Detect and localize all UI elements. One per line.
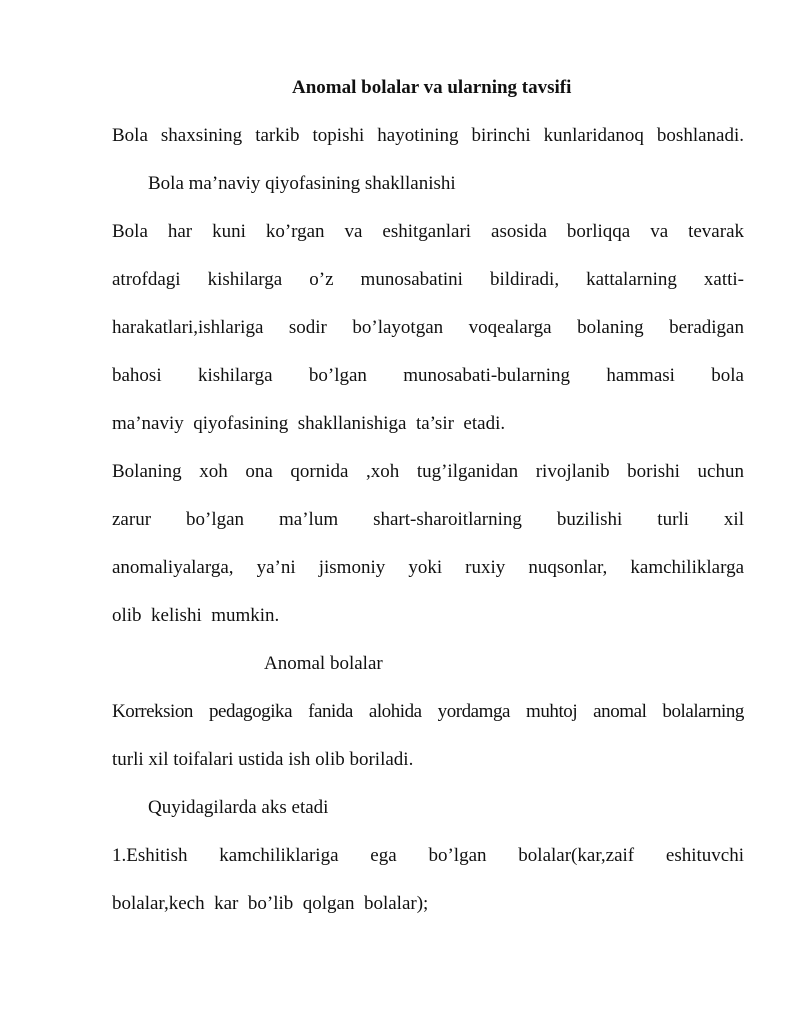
paragraph-line: atrofdagi kishilarga o’z munosabatini bildiradi, kattalarning xatti- xyxy=(112,269,744,290)
paragraph-line: Bola shaxsining tarkib topishi hayotining birinchi kunlaridanoq boshlanadi. xyxy=(112,125,744,146)
paragraph-line: zarur bo’lgan ma’lum shart-sharoitlarning buzilishi turli xil xyxy=(112,509,744,530)
paragraph-line: olib kelishi mumkin. xyxy=(112,605,280,626)
section-heading: Anomal bolalar xyxy=(264,653,383,674)
paragraph-line: turli xil toifalari ustida ish olib boriladi. xyxy=(112,749,414,770)
subheading: Bola ma’naviy qiyofasining shakllanishi xyxy=(148,173,456,194)
subheading: Quyidagilarda aks etadi xyxy=(148,797,329,818)
list-item-line: bolalar,kech kar bo’lib qolgan bolalar); xyxy=(112,893,429,914)
paragraph-line: Bolaning xoh ona qornida ,xoh tug’ilganidan rivojlanib borishi uchun xyxy=(112,461,744,482)
paragraph-line: harakatlari,ishlariga sodir bo’layotgan voqealarga bolaning beradigan xyxy=(112,317,744,338)
list-item-line: 1.Eshitish kamchiliklariga ega bo’lgan bolalar(kar,zaif eshituvchi xyxy=(112,845,744,866)
paragraph-line: anomaliyalarga, ya’ni jismoniy yoki ruxiy nuqsonlar, kamchiliklarga xyxy=(112,557,744,578)
paragraph-line: bahosi kishilarga bo’lgan munosabati-bularning hammasi bola xyxy=(112,365,744,386)
paragraph-line: Korreksion pedagogika fanida alohida yordamga muhtoj anomal bolalarning xyxy=(112,701,744,722)
page-title: Anomal bolalar va ularning tavsifi xyxy=(292,77,572,98)
paragraph-line: Bola har kuni ko’rgan va eshitganlari asosida borliqqa va tevarak xyxy=(112,221,744,242)
paragraph-line: ma’naviy qiyofasining shakllanishiga ta’sir etadi. xyxy=(112,413,506,434)
